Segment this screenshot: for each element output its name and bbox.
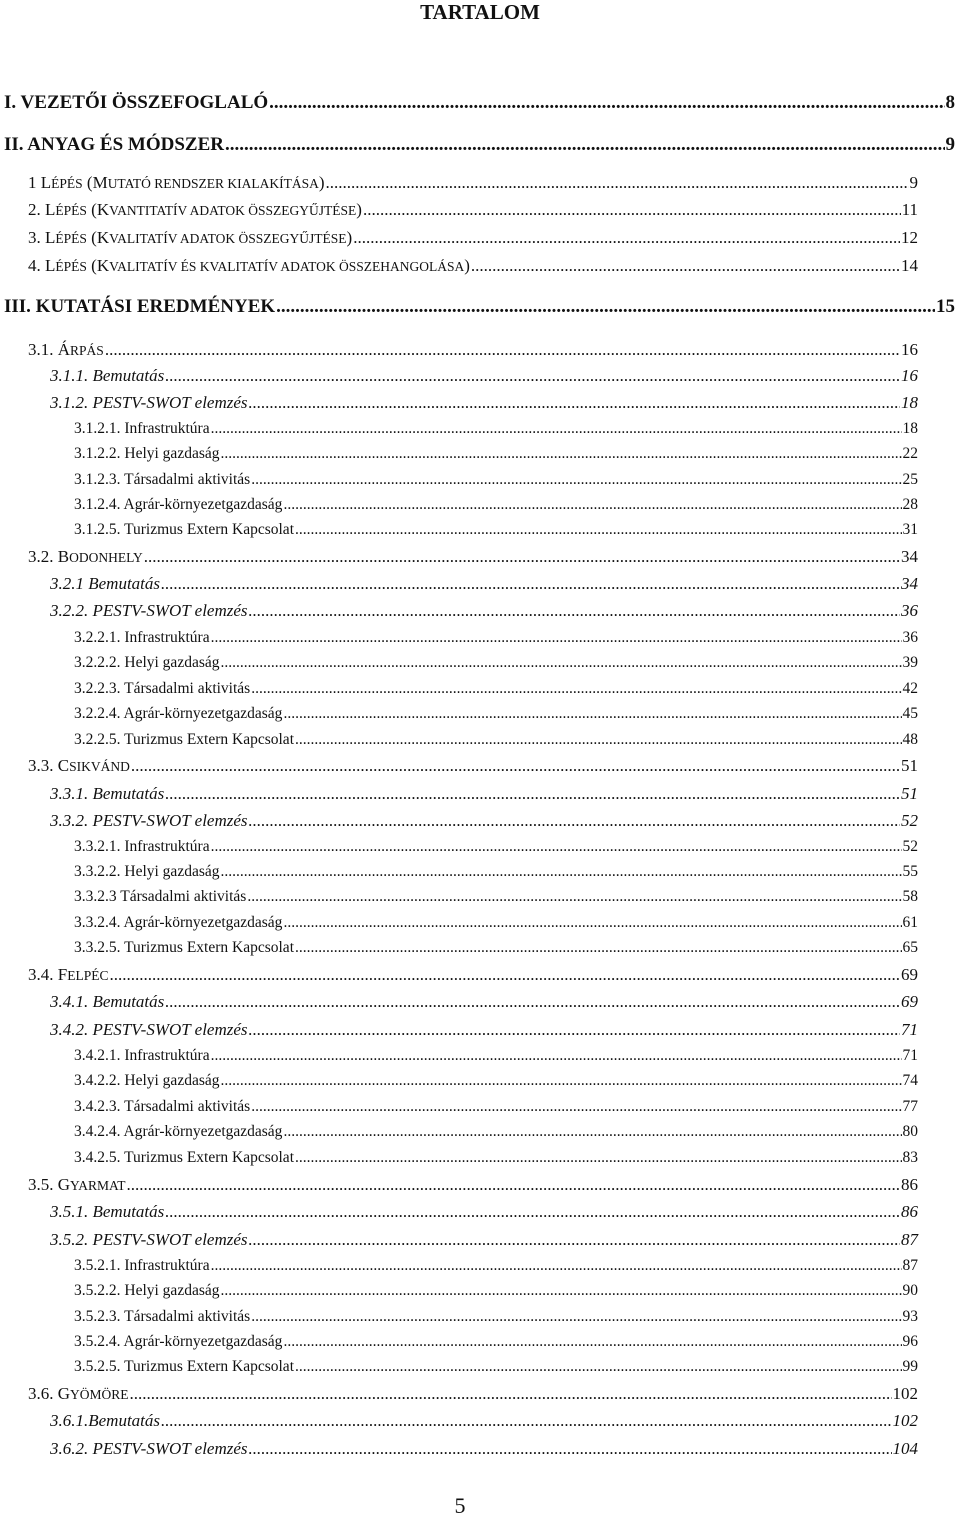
toc-entry[interactable] [74, 1123, 918, 1141]
toc-entry-page: 9 [909, 173, 918, 192]
toc-entry-label-part: 3.3.2.2. Helyi gazdaság [74, 863, 220, 880]
toc-entry-label-part: II. ANYAG ÉS MÓDSZER [4, 134, 224, 155]
toc-entry-label-part: 3.2.2.1. Infrastruktúra [74, 629, 210, 646]
toc-dot-leader [283, 1333, 901, 1351]
toc-entry-page: 22 [902, 445, 918, 462]
toc-entry-page: 55 [902, 863, 918, 880]
toc-entry-label [50, 1202, 164, 1222]
toc-entry[interactable] [74, 680, 918, 698]
toc-entry[interactable] [74, 1072, 918, 1090]
toc-entry-page: 99 [902, 1358, 918, 1375]
toc-entry-label [74, 1072, 220, 1090]
toc-entry[interactable] [74, 420, 918, 438]
toc-entry-label-part: SIKVÁND [69, 759, 130, 774]
toc-entry-page: 14 [901, 256, 918, 275]
toc-entry-label [74, 1358, 294, 1376]
toc-dot-leader [211, 1047, 902, 1065]
toc-dot-leader [283, 1123, 901, 1141]
toc-entry-label-part: 3.3.2.3 Társadalmi aktivitás [74, 888, 247, 905]
toc-entry-label-part: 3.3.1. Bemutatás [50, 784, 165, 803]
toc-entry-label-part: ELPÉC [67, 968, 109, 983]
toc-dot-leader [165, 366, 900, 386]
toc-entry-page: 102 [892, 1384, 918, 1403]
toc-entry-label [74, 939, 294, 957]
toc-entry-label-part: 3.5.2.2. Helyi gazdaság [74, 1282, 220, 1299]
toc-dot-leader [211, 838, 902, 856]
toc-entry-label [50, 393, 248, 413]
toc-entry[interactable] [50, 784, 918, 804]
toc-entry-label-part: 3.4.2.2. Helyi gazdaság [74, 1072, 220, 1089]
toc-entry[interactable] [74, 445, 918, 463]
toc-entry-label [74, 629, 210, 647]
toc-dot-leader [283, 496, 901, 514]
toc-entry[interactable] [28, 1384, 918, 1404]
toc-entry-label-part: 3.1.1. Bemutatás [50, 366, 165, 385]
toc-entry-label [74, 496, 282, 514]
toc-dot-leader [211, 1257, 902, 1275]
toc-dot-leader [161, 1411, 891, 1431]
toc-entry-page: 36 [901, 601, 918, 620]
toc-entry-page: 51 [901, 784, 918, 803]
toc-entry[interactable] [28, 256, 918, 276]
toc-entry-label-part: 3.3.2.4. Agrár-környezetgazdaság [74, 914, 283, 931]
toc-entry[interactable] [74, 838, 918, 856]
toc-entry-label-part: ÉPÉS [51, 176, 83, 191]
toc-entry-label [50, 811, 248, 831]
toc-dot-leader [221, 445, 902, 463]
toc-entry-label [74, 1282, 220, 1300]
toc-dot-leader [283, 914, 901, 932]
toc-dot-leader [326, 173, 909, 193]
toc-entry-label [28, 756, 130, 776]
toc-entry-label [50, 784, 164, 804]
toc-entry-label-part: 3.4.2.1. Infrastruktúra [74, 1047, 210, 1064]
toc-entry[interactable] [74, 471, 918, 489]
toc-entry-label-part: 3. L [28, 228, 56, 247]
toc-entry[interactable] [4, 134, 955, 156]
toc-entry-label [74, 863, 220, 881]
toc-entry-label [74, 680, 250, 698]
toc-entry[interactable] [28, 200, 918, 220]
toc-entry-label-part: 3.5.2.1. Infrastruktúra [74, 1257, 210, 1274]
toc-entry-label-part: 3.3.2. PESTV-SWOT elemzés [50, 811, 248, 830]
toc-entry-label-part: 3.5. G [28, 1175, 71, 1194]
toc-entry-label-part: 3.1. Á [28, 340, 71, 359]
toc-entry[interactable] [4, 296, 955, 318]
toc-entry-label [50, 574, 160, 594]
toc-entry-label-part: 3.2.1 Bemutatás [50, 574, 161, 593]
toc-entry-label-part: 3.5.1. Bemutatás [50, 1202, 165, 1221]
toc-dot-leader [249, 393, 900, 413]
toc-entry[interactable] [74, 939, 918, 957]
toc-entry[interactable] [50, 1020, 918, 1040]
toc-entry-page: 16 [901, 340, 918, 359]
toc-dot-leader [249, 1439, 892, 1459]
toc-entry[interactable] [74, 1149, 918, 1167]
toc-entry-label-part: 3.4.2. PESTV-SWOT elemzés [50, 1020, 248, 1039]
toc-entry-label [74, 914, 282, 932]
toc-entry-label-part: 3.4.2.5. Turizmus Extern Kapcsolat [74, 1149, 294, 1166]
toc-entry-label-part: ÉPÉS [55, 231, 87, 246]
toc-entry[interactable] [74, 1098, 918, 1116]
toc-entry[interactable] [28, 547, 918, 567]
toc-entry[interactable] [28, 340, 918, 360]
toc-entry-label-part: 3.2.2.3. Társadalmi aktivitás [74, 680, 251, 697]
toc-dot-leader [295, 1358, 902, 1376]
toc-entry-page: 74 [902, 1072, 918, 1089]
toc-entry-page: 45 [902, 705, 918, 722]
toc-dot-leader [221, 863, 902, 881]
toc-entry-label [74, 654, 220, 672]
toc-dot-leader [269, 92, 944, 114]
toc-entry-label-part: 3.2.2.5. Turizmus Extern Kapcsolat [74, 731, 294, 748]
toc-entry-label-part: 3.1.2.5. Turizmus Extern Kapcsolat [74, 521, 294, 538]
toc-entry-label-part: 3.2.2.4. Agrár-környezetgazdaság [74, 705, 283, 722]
toc-entry-label [50, 1411, 160, 1431]
toc-entry-label-part: 3.4.2.4. Agrár-környezetgazdaság [74, 1123, 283, 1140]
toc-entry-page: 83 [902, 1149, 918, 1166]
toc-dot-leader [251, 471, 901, 489]
toc-entry[interactable] [50, 393, 918, 413]
toc-entry[interactable] [28, 756, 918, 776]
toc-entry-label-part: ) [356, 200, 362, 219]
toc-entry-label [74, 1098, 250, 1116]
toc-dot-leader [221, 1282, 902, 1300]
toc-entry-page: 71 [902, 1047, 918, 1064]
toc-entry[interactable] [74, 863, 918, 881]
toc-entry-label-part: 3.1.2. PESTV-SWOT elemzés [50, 393, 248, 412]
toc-entry-page: 8 [945, 92, 955, 113]
toc-entry[interactable] [50, 366, 918, 386]
toc-entry-label-part: ÉPÉS [55, 203, 87, 218]
toc-dot-leader [471, 256, 900, 276]
toc-entry[interactable] [4, 92, 955, 114]
toc-entry-label-part: 3.6.2. PESTV-SWOT elemzés [50, 1439, 248, 1458]
toc-entry[interactable] [74, 731, 918, 749]
toc-dot-leader [353, 228, 900, 248]
toc-entry-page: 93 [902, 1308, 918, 1325]
toc-entry-page: 34 [901, 574, 918, 593]
toc-dot-leader [249, 1230, 900, 1250]
toc-entry[interactable] [74, 914, 918, 932]
toc-entry-label-part: 3.4.2.3. Társadalmi aktivitás [74, 1098, 251, 1115]
toc-entry-label-part: 3.3.2.5. Turizmus Extern Kapcsolat [74, 939, 294, 956]
toc-entry-label-part: I. VEZETŐI ÖSSZEFOGLALÓ [4, 92, 269, 113]
toc-entry-page: 71 [901, 1020, 918, 1039]
toc-dot-leader [247, 888, 901, 906]
toc-entry-label [74, 420, 210, 438]
toc-entry-page: 52 [901, 811, 918, 830]
toc-entry[interactable] [74, 1358, 918, 1376]
toc-dot-leader [251, 1098, 901, 1116]
toc-entry-label [74, 1123, 282, 1141]
toc-entry-label-part: 4. L [28, 256, 56, 275]
toc-entry-label-part: YARMAT [70, 1178, 126, 1193]
toc-entry-label [28, 173, 325, 193]
toc-entry-label [4, 134, 224, 156]
toc-entry-label-part: 1 L [28, 173, 52, 192]
toc-entry[interactable] [50, 992, 918, 1012]
toc-dot-leader [211, 420, 902, 438]
toc-entry-label [28, 256, 470, 276]
toc-entry-label-part: YÖMÖRE [70, 1387, 129, 1402]
toc-entry[interactable] [50, 811, 918, 831]
toc-entry-label-part: (M [82, 173, 108, 192]
toc-dot-leader [130, 1384, 892, 1404]
toc-entry-label-part: 3.5.2.3. Társadalmi aktivitás [74, 1308, 251, 1325]
toc-entry-label-part: 3.3.2.1. Infrastruktúra [74, 838, 210, 855]
toc-entry[interactable] [74, 1047, 918, 1065]
toc-entry-page: 69 [901, 992, 918, 1011]
toc-entry[interactable] [50, 1202, 918, 1222]
toc-entry-label [74, 1333, 282, 1351]
toc-entry-page: 42 [902, 680, 918, 697]
toc-entry-page: 39 [902, 654, 918, 671]
toc-entry-page: 34 [901, 547, 918, 566]
toc-dot-leader [165, 784, 900, 804]
toc-entry-page: 15 [936, 296, 955, 317]
toc-entry-page: 77 [902, 1098, 918, 1115]
toc-dot-leader [295, 521, 902, 539]
toc-dot-leader [251, 680, 901, 698]
toc-dot-leader [249, 1020, 900, 1040]
toc-entry-label-part: 3.5.2. PESTV-SWOT elemzés [50, 1230, 248, 1249]
page-number: 5 [454, 1493, 466, 1518]
toc-dot-leader [295, 939, 902, 957]
toc-entry-page: 87 [901, 1230, 918, 1249]
toc-dot-leader [109, 965, 900, 985]
toc-entry-label-part: 3.2.2.2. Helyi gazdaság [74, 654, 220, 671]
toc-entry-label [28, 1175, 126, 1195]
toc-entry-label-part: 3.1.2.1. Infrastruktúra [74, 420, 210, 437]
toc-entry-label [4, 92, 268, 114]
toc-entry-page: 61 [902, 914, 918, 931]
toc-entry-label-part: ) [464, 256, 470, 275]
toc-entry-page: 69 [901, 965, 918, 984]
toc-entry-label-part: VANTITATÍV ADATOK ÖSSZEGYŰJTÉSE [109, 203, 357, 218]
toc-entry-label [4, 296, 275, 318]
toc-dot-leader [249, 601, 900, 621]
toc-entry-page: 25 [902, 471, 918, 488]
toc-entry-page: 18 [902, 420, 918, 437]
toc-dot-leader [363, 200, 901, 220]
toc-entry-label-part: (K [86, 228, 110, 247]
toc-entry-page: 96 [902, 1333, 918, 1350]
toc-entry[interactable] [28, 173, 918, 193]
toc-entry-label [74, 1308, 250, 1326]
toc-entry[interactable] [74, 496, 918, 514]
toc-entry-label-part: VALITATÍV ÉS KVALITATÍV ADATOK ÖSSZEHANGOLÁSA [109, 259, 465, 274]
toc-entry-label [74, 838, 210, 856]
toc-entry-label [50, 1439, 248, 1459]
toc-entry[interactable] [74, 888, 918, 906]
toc-entry-label-part: 3.6. G [28, 1384, 71, 1403]
toc-dot-leader [165, 1202, 900, 1222]
toc-entry-label-part: 3.1.2.3. Társadalmi aktivitás [74, 471, 251, 488]
toc-entry-label [74, 705, 282, 723]
toc-entry-label [74, 888, 246, 906]
toc-entry-label [50, 1230, 248, 1250]
toc-entry[interactable] [50, 574, 918, 594]
toc-dot-leader [131, 756, 900, 776]
toc-entry-label-part: 3.4. F [28, 965, 68, 984]
toc-entry-page: 36 [902, 629, 918, 646]
toc-entry[interactable] [74, 1333, 918, 1351]
toc-entry-page: 28 [902, 496, 918, 513]
toc-entry[interactable] [28, 1175, 918, 1195]
toc-entry-label [74, 731, 294, 749]
toc-entry-label [50, 366, 164, 386]
toc-entry[interactable] [74, 1282, 918, 1300]
toc-dot-leader [295, 1149, 902, 1167]
toc-entry-label-part: (K [86, 256, 110, 275]
toc-entry-label-part: VALITATÍV ADATOK ÖSSZEGYŰJTÉSE [109, 231, 347, 246]
toc-dot-leader [211, 629, 902, 647]
toc-entry-label [74, 1149, 294, 1167]
toc-entry-label [28, 228, 352, 248]
toc-entry[interactable] [74, 705, 918, 723]
toc-entry-label-part: ) [318, 173, 325, 192]
toc-dot-leader [144, 547, 900, 567]
toc-entry-label-part: 3.5.2.5. Turizmus Extern Kapcsolat [74, 1358, 294, 1375]
toc-entry-page: 80 [902, 1123, 918, 1140]
toc-entry-label-part: UTATÓ RENDSZER KIALAKÍTÁSA [107, 176, 319, 191]
toc-dot-leader [161, 574, 900, 594]
toc-dot-leader [127, 1175, 900, 1195]
toc-entry-page: 65 [902, 939, 918, 956]
toc-entry-label [28, 200, 362, 220]
toc-entry[interactable] [74, 629, 918, 647]
toc-entry-page: 18 [901, 393, 918, 412]
toc-entry-label [50, 601, 248, 621]
toc-entry-page: 12 [901, 228, 918, 247]
toc-entry-page: 16 [901, 366, 918, 385]
toc-entry-label [28, 965, 108, 985]
toc-entry-label-part: 3.1.2.4. Agrár-környezetgazdaság [74, 496, 283, 513]
toc-entry[interactable] [28, 965, 918, 985]
toc-entry-page: 48 [902, 731, 918, 748]
toc-dot-leader [105, 340, 900, 360]
toc-dot-leader [221, 1072, 902, 1090]
toc-entry-label-part: 3.1.2.2. Helyi gazdaság [74, 445, 220, 462]
toc-entry-label-part: 3.2. B [28, 547, 70, 566]
toc-entry-page: 86 [901, 1175, 918, 1194]
toc-entry[interactable] [50, 1439, 918, 1459]
toc-entry[interactable] [50, 1411, 918, 1431]
toc-entry-page: 87 [902, 1257, 918, 1274]
toc-entry-label [74, 471, 250, 489]
toc-entry[interactable] [74, 654, 918, 672]
toc-entry-page: 58 [902, 888, 918, 905]
toc-dot-leader [283, 705, 901, 723]
toc-entry-label-part: III. KUTATÁSI EREDMÉNYEK [4, 296, 276, 317]
toc-entry-label-part: RPÁS [70, 343, 104, 358]
toc-entry-label [74, 1257, 210, 1275]
toc-entry-page: 104 [892, 1439, 918, 1458]
toc-dot-leader [249, 811, 900, 831]
toc-entry-page: 102 [892, 1411, 918, 1430]
toc-entry-label [50, 992, 164, 1012]
toc-dot-leader [295, 731, 902, 749]
toc-entry-label-part: 3.5.2.4. Agrár-környezetgazdaság [74, 1333, 283, 1350]
toc-entry[interactable] [50, 1230, 918, 1250]
toc-dot-leader [165, 992, 900, 1012]
toc-entry-label-part: 3.2.2. PESTV-SWOT elemzés [50, 601, 248, 620]
toc-dot-leader [251, 1308, 901, 1326]
toc-entry-page: 31 [902, 521, 918, 538]
toc-entry-label [28, 340, 104, 360]
toc-entry-label [28, 547, 143, 567]
toc-entry-page: 51 [901, 756, 918, 775]
toc-entry-label [74, 1047, 210, 1065]
toc-entry[interactable] [28, 228, 918, 248]
toc-entry-label-part: 3.3. C [28, 756, 70, 775]
toc-dot-leader [225, 134, 945, 156]
toc-entry-label-part: 3.4.1. Bemutatás [50, 992, 165, 1011]
page-title: TARTALOM [420, 0, 540, 24]
toc-entry-label [28, 1384, 129, 1404]
toc-entry-label-part: ) [346, 228, 353, 247]
toc-entry-label-part: 2. L [28, 200, 56, 219]
toc-entry[interactable] [74, 521, 918, 539]
toc-entry-label-part: ODONHELY [69, 550, 143, 565]
toc-entry-page: 86 [901, 1202, 918, 1221]
toc-entry-page: 11 [901, 200, 918, 219]
toc-dot-leader [221, 654, 902, 672]
toc-entry-label [74, 445, 220, 463]
toc-entry[interactable] [74, 1257, 918, 1275]
toc-entry-page: 52 [902, 838, 918, 855]
toc-entry-label-part: (K [86, 200, 110, 219]
toc-entry-label [74, 521, 294, 539]
toc-entry-label [50, 1020, 248, 1040]
toc-entry-label-part: ÉPÉS [55, 259, 87, 274]
toc-entry-page: 90 [902, 1282, 918, 1299]
toc-entry[interactable] [50, 601, 918, 621]
toc-entry-label-part: 3.6.1.Bemutatás [50, 1411, 161, 1430]
toc-entry-page: 9 [945, 134, 955, 155]
toc-entry[interactable] [74, 1308, 918, 1326]
toc-dot-leader [276, 296, 935, 318]
